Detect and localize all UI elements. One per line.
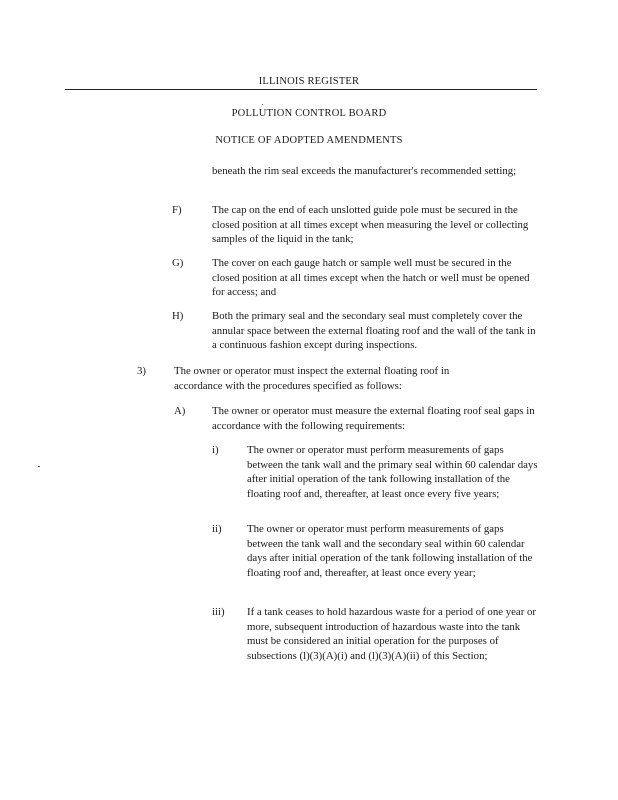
scan-speck <box>38 466 40 467</box>
item-label-h: H) <box>172 310 184 322</box>
item-label-g: G) <box>172 257 184 269</box>
register-title: ILLINOIS REGISTER <box>258 76 360 87</box>
section-3-label: 3) <box>137 365 146 377</box>
header-rule <box>65 89 537 90</box>
subitem-text-ii: The owner or operator must perform measurements of gaps between the tank wall and the secondary seal within 60 calendar days after initial operation of the tank following installation of the floating roof and, thereafter, at least once every year; <box>247 523 533 579</box>
item-label-f: F) <box>172 204 182 216</box>
item-text-g: The cover on each gauge hatch or sample well must be secured in the closed position at all times except when the hatch or well must be opened for access; and <box>212 257 530 299</box>
board-title: POLLUTION CONTROL BOARD <box>231 108 387 119</box>
scan-speck <box>262 104 263 105</box>
subitem-label-i: i) <box>212 444 219 456</box>
sub-a-text: The owner or operator must measure the external floating roof seal gaps in accordance with the following requirements: <box>212 405 535 432</box>
subitem-text-iii: If a tank ceases to hold hazardous waste for a period of one year or more, subsequent introduction of hazardous waste into the tank must be considered an initial operation for the purposes of subsections (l)(3)(A)(i) and (l)(3)(A)(ii) of this Section; <box>247 606 536 662</box>
item-text-h: Both the primary seal and the secondary seal must completely cover the annular space between the external floating roof and the wall of the tank in a continuous fashion except during inspections. <box>212 310 536 352</box>
item-text-f: The cap on the end of each unslotted guide pole must be secured in the closed position at all times except when measuring the level or collecting samples of the liquid in the tank; <box>212 204 529 246</box>
subitem-text-i: The owner or operator must perform measurements of gaps between the tank wall and the primary seal within 60 calendar days after initial operation of the tank following installation of the floating roof and, thereafter, at least once every five years; <box>247 444 538 500</box>
subitem-label-ii: ii) <box>212 523 222 535</box>
subitem-label-iii: iii) <box>212 606 225 618</box>
notice-title: NOTICE OF ADOPTED AMENDMENTS <box>215 135 403 146</box>
section-3-text: The owner or operator must inspect the external floating roof in accordance with the procedures specified as follows: <box>174 365 450 392</box>
sub-a-label: A) <box>174 405 186 417</box>
continuation-paragraph: beneath the rim seal exceeds the manufacturer's recommended setting; <box>212 165 517 177</box>
